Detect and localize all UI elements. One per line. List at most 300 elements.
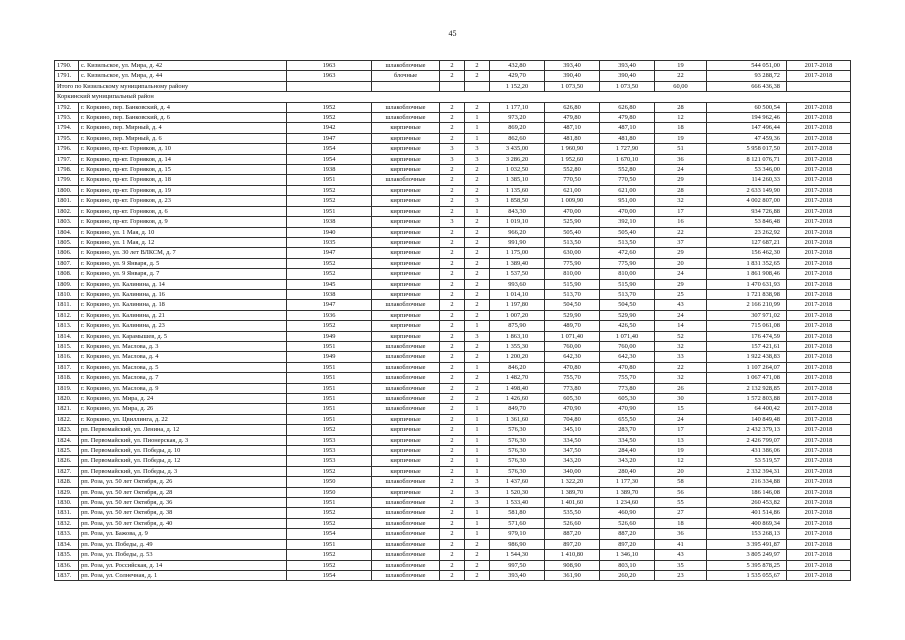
table-cell: 2017-2018 [787, 425, 851, 435]
table-cell: 393,40 [545, 61, 600, 71]
table-cell: 18 [655, 518, 707, 528]
table-cell: 2017-2018 [787, 102, 851, 112]
table-cell: 2 [465, 248, 490, 258]
table-row [55, 196, 851, 206]
table-cell: 1827. [55, 466, 79, 476]
table-cell: 487,10 [545, 123, 600, 133]
section-header-row [55, 92, 851, 102]
table-cell: 2017-2018 [787, 487, 851, 497]
table-cell: рп. Роза, ул. Российская, д. 14 [79, 560, 287, 570]
table-row [55, 550, 851, 560]
table-cell: 1824. [55, 435, 79, 445]
table-cell: 2017-2018 [787, 550, 851, 560]
table-cell: 1949 [287, 352, 372, 362]
table-cell: 1805. [55, 237, 79, 247]
table-cell: 504,50 [600, 300, 655, 310]
table-cell: 2017-2018 [787, 498, 851, 508]
table-cell: 33 [655, 352, 707, 362]
table-cell: 470,90 [600, 404, 655, 414]
table-cell: 2017-2018 [787, 477, 851, 487]
table-cell: 2 [440, 362, 465, 372]
table-cell: 760,00 [600, 341, 655, 351]
table-cell: 515,90 [600, 279, 655, 289]
table-cell: 1 177,10 [490, 102, 545, 112]
table-cell: 997,50 [490, 560, 545, 570]
table-cell: 1 [465, 321, 490, 331]
table-cell: 19 [655, 61, 707, 71]
table-cell: 19 [655, 446, 707, 456]
table-cell: шлакоблочные [372, 477, 440, 487]
table-cell: 53 346,00 [707, 165, 787, 175]
table-cell: шлакоблочные [372, 362, 440, 372]
table-cell: 1953 [287, 446, 372, 456]
table-cell: 2 [440, 61, 465, 71]
table-row [55, 373, 851, 383]
table-cell: шлакоблочные [372, 394, 440, 404]
table-row [55, 425, 851, 435]
table-cell: г. Коркино, пер. Банковский, д. 6 [79, 113, 287, 123]
table-cell: 1 135,60 [490, 185, 545, 195]
table-cell: 2 [440, 466, 465, 476]
table-cell: 2017-2018 [787, 539, 851, 549]
table-cell: кирпичные [372, 466, 440, 476]
table-cell: 1951 [287, 362, 372, 372]
table-cell: шлакоблочные [372, 529, 440, 539]
table-cell: 12 [655, 113, 707, 123]
table-cell: 1 410,80 [545, 550, 600, 560]
table-cell: 803,10 [600, 560, 655, 570]
table-cell: 5 958 017,50 [707, 144, 787, 154]
table-cell: 755,70 [600, 373, 655, 383]
table-cell: 1 861 908,46 [707, 269, 787, 279]
table-cell: шлакоблочные [372, 373, 440, 383]
table-row [55, 289, 851, 299]
table-cell: 605,30 [545, 394, 600, 404]
table-cell: 1 858,50 [490, 196, 545, 206]
table-cell: 2 [465, 300, 490, 310]
table-cell: 2017-2018 [787, 404, 851, 414]
table-cell: 1940 [287, 227, 372, 237]
table-cell: кирпичные [372, 165, 440, 175]
table-cell: 1837. [55, 570, 79, 580]
table-cell: 26 [655, 383, 707, 393]
table-cell: шлакоблочные [372, 508, 440, 518]
table-cell: 1 385,10 [490, 175, 545, 185]
table-cell: 3 [465, 196, 490, 206]
table-cell: 2 [440, 237, 465, 247]
total-cell [287, 81, 372, 91]
table-cell: г. Коркино, пр-кт. Горняков, д. 9 [79, 217, 287, 227]
table-cell: 1 437,60 [490, 477, 545, 487]
table-cell: 2017-2018 [787, 383, 851, 393]
table-cell: 1813. [55, 321, 79, 331]
table-cell: 2 [440, 383, 465, 393]
table-cell: рп. Первомайский, ул. Победы, д. 3 [79, 466, 287, 476]
table-cell: 887,20 [600, 529, 655, 539]
table-cell: 23 262,92 [707, 227, 787, 237]
table-cell: 869,20 [490, 123, 545, 133]
table-cell: 576,30 [490, 456, 545, 466]
table-cell: 1952 [287, 518, 372, 528]
table-row [55, 102, 851, 112]
table-cell: 216 334,88 [707, 477, 787, 487]
table-cell: 2 [440, 414, 465, 424]
table-cell: 2 [440, 113, 465, 123]
table-cell: 1952 [287, 269, 372, 279]
table-cell: 1809. [55, 279, 79, 289]
table-cell: 2017-2018 [787, 289, 851, 299]
table-cell: 56 [655, 487, 707, 497]
table-cell: блочные [372, 71, 440, 81]
table-cell: 53 846,48 [707, 217, 787, 227]
table-cell: 32 [655, 373, 707, 383]
table-cell: 2 633 149,90 [707, 185, 787, 195]
table-cell: 1 071,40 [545, 331, 600, 341]
table-row [55, 362, 851, 372]
table-cell: 2017-2018 [787, 165, 851, 175]
table-cell: кирпичные [372, 279, 440, 289]
table-cell: 2 [465, 258, 490, 268]
table-cell: кирпичные [372, 446, 440, 456]
table-cell: 505,40 [545, 227, 600, 237]
table-cell: рп. Роза, ул. 50 лет Октября, д. 28 [79, 487, 287, 497]
table-cell: 23 [655, 570, 707, 580]
table-cell: 655,50 [600, 414, 655, 424]
table-cell: 2 [440, 185, 465, 195]
table-cell: 60 500,54 [707, 102, 787, 112]
table-cell: г. Коркино, пер. Банковский, д. 4 [79, 102, 287, 112]
table-cell: 186 146,08 [707, 487, 787, 497]
table-cell: г. Коркино, ул. Калинина, д. 21 [79, 310, 287, 320]
table-cell: 472,60 [600, 248, 655, 258]
table-cell: 1835. [55, 550, 79, 560]
table-cell: 1 [465, 414, 490, 424]
table-cell: 3 [465, 477, 490, 487]
table-cell: 1816. [55, 352, 79, 362]
table-cell: г. Коркино, пр-кт. Горняков, д. 19 [79, 185, 287, 195]
table-cell: 2017-2018 [787, 518, 851, 528]
table-cell: 1 426,60 [490, 394, 545, 404]
table-cell: 470,80 [600, 362, 655, 372]
table-cell: 1833. [55, 529, 79, 539]
table-cell: 2 [465, 289, 490, 299]
table-cell: 875,90 [490, 321, 545, 331]
table-cell: 3 [440, 144, 465, 154]
table-cell: 1 [465, 206, 490, 216]
table-cell: кирпичные [372, 196, 440, 206]
table-cell: 393,40 [490, 570, 545, 580]
table-cell: 460,90 [600, 508, 655, 518]
table-cell: 2017-2018 [787, 154, 851, 164]
table-cell: 775,90 [600, 258, 655, 268]
table-cell: 1951 [287, 539, 372, 549]
table-cell: 2 [440, 196, 465, 206]
table-cell: 1802. [55, 206, 79, 216]
table-cell: 29 [655, 175, 707, 185]
table-cell: 2017-2018 [787, 175, 851, 185]
table-cell: 2 166 210,99 [707, 300, 787, 310]
table-cell: 1 721 838,98 [707, 289, 787, 299]
table-cell: 2 [440, 550, 465, 560]
table-cell: 489,70 [545, 321, 600, 331]
table-cell: 1 [465, 529, 490, 539]
table-cell: 15 [655, 404, 707, 414]
table-cell: 1951 [287, 498, 372, 508]
table-cell: 260 453,82 [707, 498, 787, 508]
table-cell: 2 [440, 539, 465, 549]
table-cell: 1 [465, 518, 490, 528]
table-cell: 24 [655, 310, 707, 320]
table-cell: с. Кизильское, ул. Мира, д. 44 [79, 71, 287, 81]
table-cell: 1807. [55, 258, 79, 268]
table-cell: 2017-2018 [787, 206, 851, 216]
table-cell: 400 869,34 [707, 518, 787, 528]
table-cell: 194 962,46 [707, 113, 787, 123]
table-cell: 2 [440, 133, 465, 143]
table-cell: 1793. [55, 113, 79, 123]
table-cell: г. Коркино, пр-кт. Горняков, д. 6 [79, 206, 287, 216]
table-cell: 1 831 352,65 [707, 258, 787, 268]
table-cell: 2017-2018 [787, 508, 851, 518]
table-cell: кирпичные [372, 321, 440, 331]
table-cell: 1 537,50 [490, 269, 545, 279]
table-row [55, 508, 851, 518]
table-cell: 426,50 [600, 321, 655, 331]
table-cell: 1829. [55, 487, 79, 497]
table-row [55, 518, 851, 528]
table-cell: 1 [465, 435, 490, 445]
table-cell: 2 [440, 227, 465, 237]
table-cell: 1952 [287, 102, 372, 112]
table-cell: 2017-2018 [787, 300, 851, 310]
table-cell: 1 482,70 [490, 373, 545, 383]
table-cell: 1 533,40 [490, 498, 545, 508]
table-cell: 552,80 [545, 165, 600, 175]
table-cell: 862,60 [490, 133, 545, 143]
table-cell: 470,80 [545, 362, 600, 372]
table-cell: 27 [655, 508, 707, 518]
table-cell: 343,20 [545, 456, 600, 466]
table-cell: 390,40 [600, 71, 655, 81]
table-cell: 334,50 [600, 435, 655, 445]
table-cell: 432,80 [490, 61, 545, 71]
table-cell: 1954 [287, 529, 372, 539]
table-cell: г. Коркино, ул. 1 Мая, д. 10 [79, 227, 287, 237]
table-cell: 2017-2018 [787, 446, 851, 456]
table-cell: 2 332 394,31 [707, 466, 787, 476]
table-cell: 1 498,40 [490, 383, 545, 393]
table-cell: 487,10 [600, 123, 655, 133]
table-cell: 156 462,30 [707, 248, 787, 258]
table-cell: 22 [655, 227, 707, 237]
table-cell: 2017-2018 [787, 352, 851, 362]
table-cell: 4 002 807,00 [707, 196, 787, 206]
table-cell: 642,30 [545, 352, 600, 362]
table-cell: шлакоблочные [372, 61, 440, 71]
table-cell: кирпичные [372, 217, 440, 227]
table-cell: 2017-2018 [787, 258, 851, 268]
table-cell: шлакоблочные [372, 550, 440, 560]
table-cell: шлакоблочные [372, 352, 440, 362]
table-cell: г. Коркино, пр-кт. Горняков, д. 14 [79, 154, 287, 164]
table-cell: 576,30 [490, 446, 545, 456]
table-row [55, 529, 851, 539]
table-cell: 2 432 379,13 [707, 425, 787, 435]
table-cell: 2 [465, 185, 490, 195]
table-cell: 2 [465, 102, 490, 112]
table-cell: 1821. [55, 404, 79, 414]
table-cell: кирпичные [372, 154, 440, 164]
table-row [55, 331, 851, 341]
table-cell: 147 496,44 [707, 123, 787, 133]
table-cell: кирпичные [372, 331, 440, 341]
table-cell: рп. Роза, ул. 50 лет Октября, д. 26 [79, 477, 287, 487]
table-row [55, 539, 851, 549]
table-row [55, 248, 851, 258]
table-cell: 2 [440, 165, 465, 175]
table-cell: 2 [465, 71, 490, 81]
table-cell: шлакоблочные [372, 341, 440, 351]
table-cell: г. Коркино, ул. Мира, д. 26 [79, 404, 287, 414]
table-cell: 1954 [287, 570, 372, 580]
table-cell: 43 [655, 550, 707, 560]
table-cell: 810,00 [600, 269, 655, 279]
table-cell: 770,50 [545, 175, 600, 185]
table-cell: 2 [440, 570, 465, 580]
table-cell: 22 [655, 362, 707, 372]
table-cell: 2 [440, 341, 465, 351]
table-cell: 13 [655, 435, 707, 445]
table-cell: 1799. [55, 175, 79, 185]
table-cell: 1954 [287, 144, 372, 154]
table-cell: 966,20 [490, 227, 545, 237]
table-cell: 1825. [55, 446, 79, 456]
table-cell: 897,20 [600, 539, 655, 549]
table-cell: 1950 [287, 477, 372, 487]
table-row [55, 446, 851, 456]
table-cell: шлакоблочные [372, 570, 440, 580]
table-cell: 1 322,20 [545, 477, 600, 487]
table-cell: 470,90 [545, 404, 600, 414]
table-cell: 775,90 [545, 258, 600, 268]
table-cell: 908,90 [545, 560, 600, 570]
table-cell: 43 [655, 300, 707, 310]
table-cell: 1801. [55, 196, 79, 206]
table-cell: кирпичные [372, 487, 440, 497]
table-cell: г. Коркино, ул. 9 Января, д. 5 [79, 258, 287, 268]
total-label: Итого по Кизильскому муниципальному району [55, 81, 287, 91]
table-cell: 2 [440, 508, 465, 518]
table-cell: г. Коркино, ул. Калинина, д. 14 [79, 279, 287, 289]
table-cell: 37 [655, 237, 707, 247]
table-cell: 773,80 [600, 383, 655, 393]
table-cell: 1 [465, 466, 490, 476]
table-cell: 2017-2018 [787, 321, 851, 331]
table-cell: 979,10 [490, 529, 545, 539]
table-cell: 1811. [55, 300, 79, 310]
table-cell: 2 [440, 373, 465, 383]
table-cell: 621,00 [600, 185, 655, 195]
table-cell: 1 572 803,88 [707, 394, 787, 404]
table-row [55, 341, 851, 351]
table-cell: 715 061,08 [707, 321, 787, 331]
table-cell: 2017-2018 [787, 217, 851, 227]
table-cell: 2 [440, 300, 465, 310]
table-cell: 1 355,30 [490, 341, 545, 351]
table-cell: 2 [440, 425, 465, 435]
table-cell: 2 [465, 383, 490, 393]
table-cell: 2 [465, 175, 490, 185]
table-cell: 284,40 [600, 446, 655, 456]
table-cell: 1 [465, 133, 490, 143]
table-cell: кирпичные [372, 237, 440, 247]
table-cell: 535,50 [545, 508, 600, 518]
table-cell: 1791. [55, 71, 79, 81]
table-row [55, 310, 851, 320]
table-cell: 32 [655, 196, 707, 206]
table-cell: 51 [655, 144, 707, 154]
table-cell: 1806. [55, 248, 79, 258]
table-cell: 2 [440, 258, 465, 268]
table-cell: 1 032,50 [490, 165, 545, 175]
table-cell: кирпичные [372, 123, 440, 133]
table-cell: 2 [465, 341, 490, 351]
table-cell: г. Коркино, ул. Маслова, д. 3 [79, 341, 287, 351]
table-cell: 1952 [287, 425, 372, 435]
table-cell: рп. Роза, ул. Солнечная, д. 1 [79, 570, 287, 580]
table-cell: 552,80 [600, 165, 655, 175]
table-cell: 1953 [287, 435, 372, 445]
table-cell: 2 [440, 435, 465, 445]
table-cell: шлакоблочные [372, 175, 440, 185]
table-cell: 481,80 [545, 133, 600, 143]
housing-register-table [54, 60, 851, 581]
table-row [55, 269, 851, 279]
table-cell: 626,80 [600, 102, 655, 112]
table-cell: 973,20 [490, 113, 545, 123]
table-row [55, 498, 851, 508]
table-cell: 1947 [287, 300, 372, 310]
table-row [55, 71, 851, 81]
table-cell: шлакоблочные [372, 404, 440, 414]
table-cell: г. Коркино, пер. Мирный, д. 6 [79, 133, 287, 143]
table-cell: 25 [655, 289, 707, 299]
table-cell: 19 [655, 133, 707, 143]
table-row [55, 123, 851, 133]
table-cell: кирпичные [372, 248, 440, 258]
table-cell: 176 474,59 [707, 331, 787, 341]
table-cell: 283,70 [600, 425, 655, 435]
table-cell: с. Кизильское, ул. Мира, д. 42 [79, 61, 287, 71]
total-cell: 60,00 [655, 81, 707, 91]
table-cell: 1952 [287, 560, 372, 570]
table-cell: 470,00 [600, 206, 655, 216]
table-cell: 2017-2018 [787, 570, 851, 580]
table-cell: г. Коркино, пер. Мирный, д. 4 [79, 123, 287, 133]
table-cell: 515,90 [545, 279, 600, 289]
table-cell: 887,20 [545, 529, 600, 539]
table-cell: 2 [440, 487, 465, 497]
table-cell: 36 [655, 529, 707, 539]
table-cell: 1 863,10 [490, 331, 545, 341]
table-cell: 2 [465, 237, 490, 247]
total-cell: 1 152,20 [490, 81, 545, 91]
table-row [55, 227, 851, 237]
table-cell: 2017-2018 [787, 185, 851, 195]
table-row [55, 237, 851, 247]
table-cell: 20 [655, 258, 707, 268]
table-cell: 2017-2018 [787, 237, 851, 247]
